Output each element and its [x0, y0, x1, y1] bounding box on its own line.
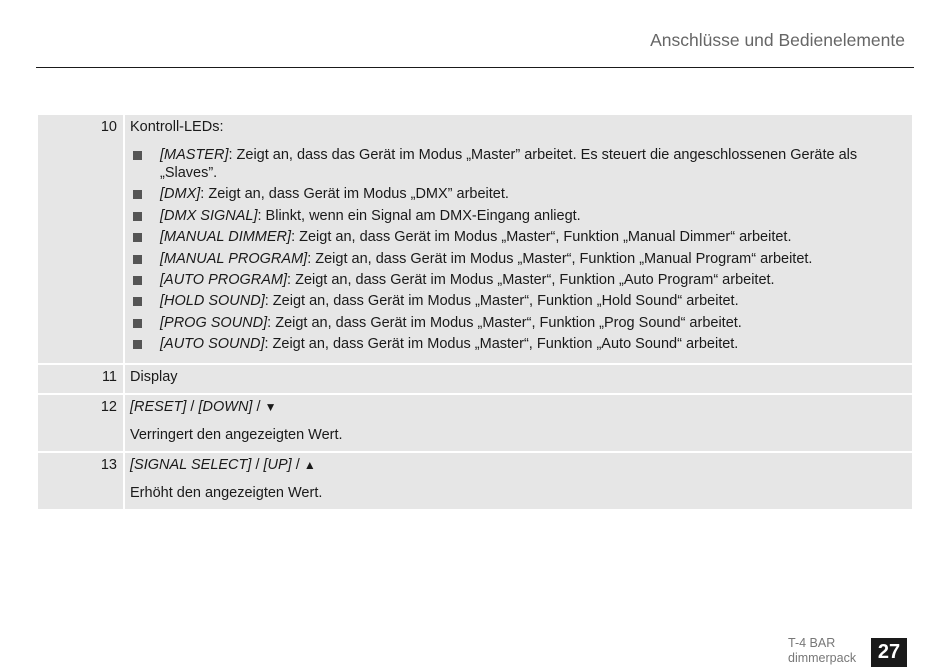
row-number: 12	[38, 395, 123, 451]
row-description	[125, 365, 912, 393]
row-title: Display	[130, 368, 178, 385]
square-bullet-icon	[133, 212, 142, 221]
table-row	[38, 115, 912, 363]
triangle-down-icon: ▼	[264, 399, 277, 414]
button-name-up: [UP]	[263, 456, 292, 473]
led-name: [MANUAL DIMMER]	[160, 229, 292, 246]
led-description: : Zeigt an, dass Gerät im Modus „Master“, Funktion „Auto Program“ arbeitet.	[287, 271, 775, 288]
product-line-1: T-4 BAR	[788, 636, 836, 650]
list-item	[130, 250, 872, 268]
table-row	[38, 395, 912, 451]
led-description: : Zeigt an, dass das Gerät im Modus „Master” arbeitet. Es steuert die angeschlossenen Geräte als „Slaves”.	[160, 147, 858, 181]
list-item	[130, 185, 872, 203]
list-item	[130, 335, 872, 353]
led-list	[130, 146, 872, 353]
page-number: 27	[871, 638, 907, 667]
led-description: : Zeigt an, dass Gerät im Modus „Master“, Funktion „Auto Sound“ arbeitet.	[264, 336, 739, 353]
led-description: : Blinkt, wenn ein Signal am DMX-Eingang anliegt.	[257, 207, 581, 224]
row-description	[125, 453, 912, 509]
header-divider	[36, 67, 914, 68]
led-description: : Zeigt an, dass Gerät im Modus „Master“, Funktion „Prog Sound“ arbeitet.	[267, 314, 742, 331]
list-item	[130, 271, 872, 289]
list-item	[130, 207, 872, 225]
led-name: [PROG SOUND]	[160, 314, 268, 331]
square-bullet-icon	[133, 233, 142, 242]
triangle-up-icon: ▲	[303, 457, 316, 472]
row-number: 10	[38, 115, 123, 363]
button-name-down: [DOWN]	[198, 398, 253, 415]
separator: /	[186, 398, 199, 415]
led-description: : Zeigt an, dass Gerät im Modus „Master“, Funktion „Manual Dimmer“ arbeitet.	[291, 229, 792, 246]
square-bullet-icon	[133, 297, 142, 306]
square-bullet-icon	[133, 151, 142, 160]
button-name-signal-select: [SIGNAL SELECT]	[130, 456, 252, 473]
controls-table	[38, 115, 912, 511]
row-description	[125, 395, 912, 451]
separator: /	[252, 398, 265, 415]
row-title	[130, 398, 872, 417]
product-name	[788, 636, 856, 665]
led-name: [AUTO PROGRAM]	[160, 271, 288, 288]
led-name: [MANUAL PROGRAM]	[160, 250, 308, 267]
separator: /	[291, 456, 304, 473]
section-title: Anschlüsse und Bedienelemente	[650, 30, 905, 50]
square-bullet-icon	[133, 340, 142, 349]
square-bullet-icon	[133, 255, 142, 264]
row-number: 13	[38, 453, 123, 509]
row-title: Kontroll-LEDs:	[130, 119, 224, 135]
button-name-reset: [RESET]	[130, 398, 187, 415]
square-bullet-icon	[133, 276, 142, 285]
row-subtext: Erhöht den angezeigten Wert.	[130, 484, 323, 501]
row-number: 11	[38, 365, 123, 393]
square-bullet-icon	[133, 319, 142, 328]
led-name: [MASTER]	[160, 147, 229, 163]
list-item	[130, 146, 872, 182]
led-name: [DMX SIGNAL]	[160, 207, 258, 224]
led-name: [DMX]	[160, 186, 201, 203]
row-title	[130, 456, 872, 475]
row-description	[125, 115, 912, 363]
led-name: [HOLD SOUND]	[160, 293, 265, 310]
led-description: : Zeigt an, dass Gerät im Modus „Master“, Funktion „Manual Program“ arbeitet.	[307, 250, 813, 267]
product-line-2: dimmerpack	[788, 650, 857, 665]
row-subtext: Verringert den angezeigten Wert.	[130, 426, 343, 443]
table-row	[38, 365, 912, 393]
led-description: : Zeigt an, dass Gerät im Modus „DMX” arbeitet.	[200, 186, 509, 203]
table-row	[38, 453, 912, 509]
list-item	[130, 292, 872, 310]
list-item	[130, 228, 872, 246]
led-description: : Zeigt an, dass Gerät im Modus „Master“, Funktion „Hold Sound“ arbeitet.	[264, 293, 739, 310]
list-item	[130, 314, 872, 332]
led-name: [AUTO SOUND]	[160, 336, 265, 353]
square-bullet-icon	[133, 190, 142, 199]
separator: /	[251, 456, 264, 473]
